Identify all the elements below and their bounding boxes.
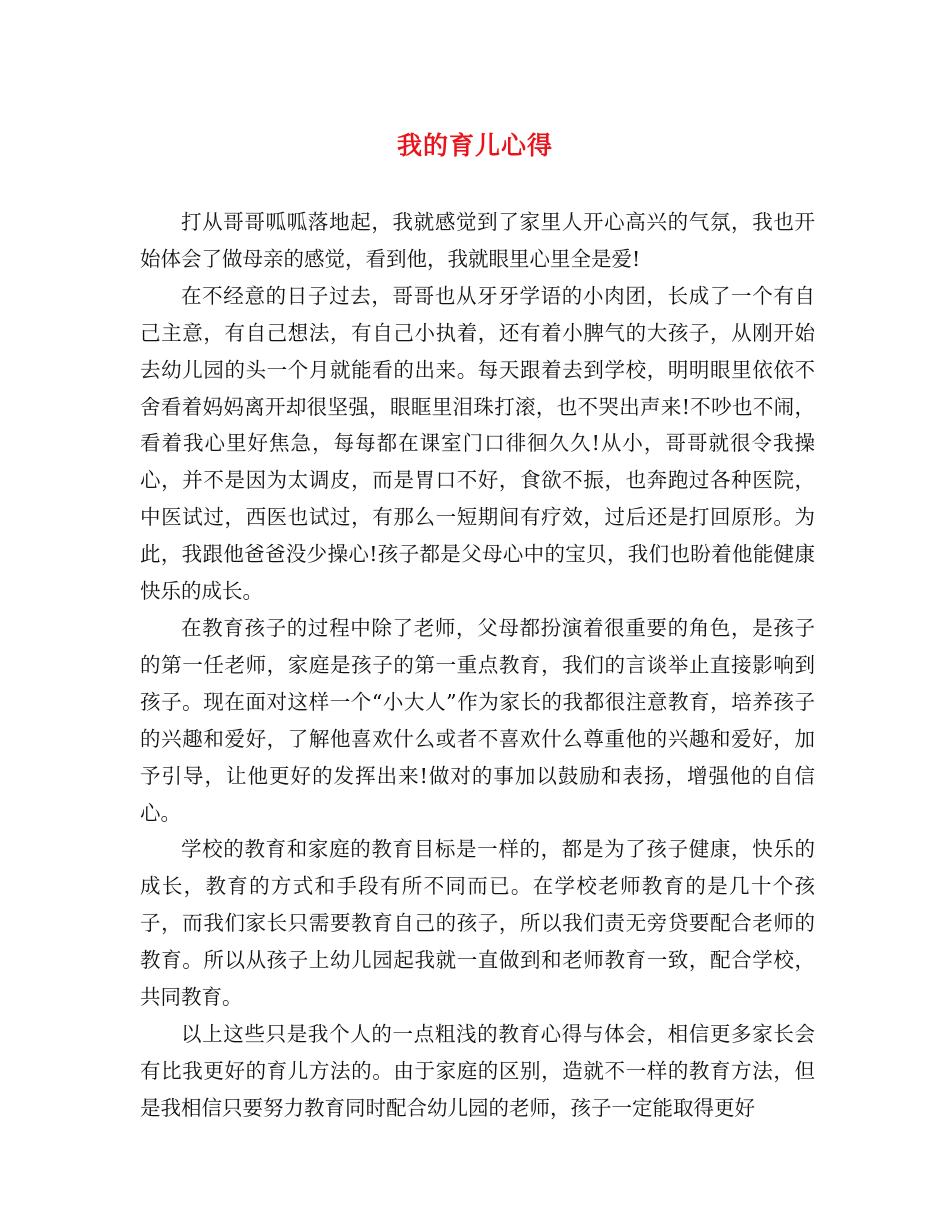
paragraph-2: 在不经意的日子过去，哥哥也从牙牙学语的小肉团，长成了一个有自己主意，有自己想法，有自己小执着，还有着小脾气的大孩子，从刚开始去幼儿园的头一个月就能看的出来。每天跟着去到学校，明明眼里依依不舍看着妈妈离开却很坚强，眼眶里泪珠打滚，也不哭出声来!不吵也不闹，看着我心里好焦急，每每都在课室门口徘徊久久!从小，哥哥就很令我操心，并不是因为太调皮，而是胃口不好，食欲不振，也奔跑过各种医院，中医试过，西医也试过，有那么一短期间有疗效，过后还是打回原形。为此，我跟他爸爸没少操心!孩子都是父母心中的宝贝，我们也盼着他能健康快乐的成长。 (140, 283, 815, 604)
document-title: 我的育儿心得 (396, 131, 553, 160)
paragraph-1: 打从哥哥呱呱落地起，我就感觉到了家里人开心高兴的气氛，我也开始体会了做母亲的感觉，看到他，我就眼里心里全是爱! (140, 210, 815, 271)
paragraph-3: 在教育孩子的过程中除了老师，父母都扮演着很重要的角色，是孩子的第一任老师，家庭是孩子的第一重点教育，我们的言谈举止直接影响到孩子。现在面对这样一个“小大人”作为家长的我都很注意教育，培养孩子的兴趣和爱好，了解他喜欢什么或者不喜欢什么尊重他的兴趣和爱好，加予引导，让他更好的发挥出来!做对的事加以鼓励和表扬，增强他的自信心。 (140, 615, 815, 825)
paragraph-4: 学校的教育和家庭的教育目标是一样的，都是为了孩子健康，快乐的成长，教育的方式和手段有所不同而已。在学校老师教育的是几十个孩子，而我们家长只需要教育自己的孩子，所以我们责无旁贷要配合老师的教育。所以从孩子上幼儿园起我就一直做到和老师教育一致，配合学校，共同教育。 (140, 837, 815, 1010)
paragraph-5: 以上这些只是我个人的一点粗浅的教育心得与体会，相信更多家长会有比我更好的育儿方法的。由于家庭的区别，造就不一样的教育方法，但是我相信只要努力教育同时配合幼儿园的老师，孩子一定能取得更好 (140, 1021, 815, 1120)
document-body (140, 204, 815, 1127)
